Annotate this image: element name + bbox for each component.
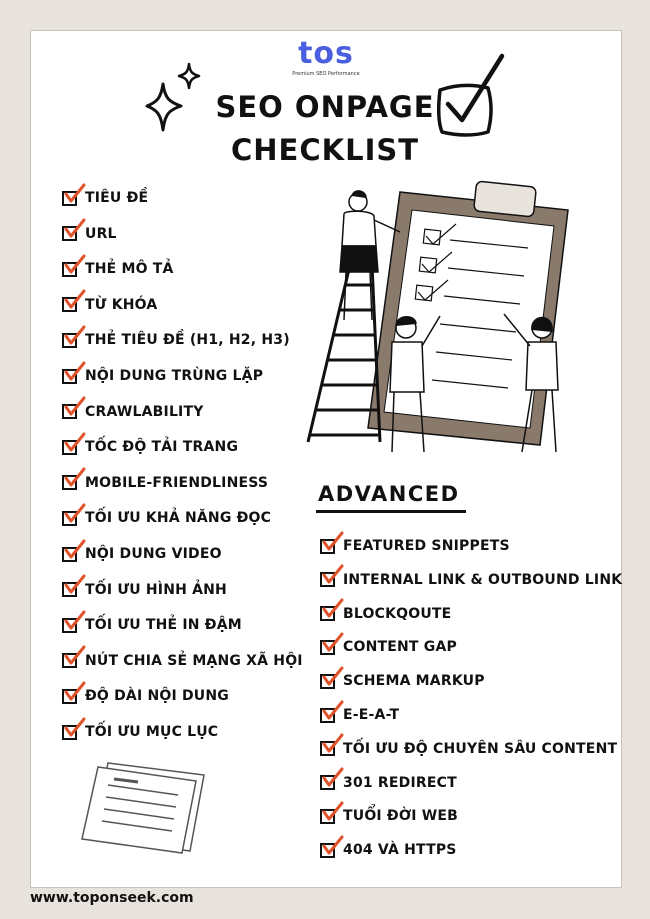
checklist-item-label: NỘI DUNG TRÙNG LẶP	[85, 368, 264, 384]
checklist-item[interactable]	[62, 294, 157, 316]
checklist-item[interactable]	[62, 721, 218, 743]
checklist-item[interactable]	[62, 685, 229, 707]
checklist-item-label: TIÊU ĐỀ	[85, 190, 149, 206]
checklist-item-label: TỪ KHÓA	[85, 296, 158, 313]
checkbox-icon[interactable]	[62, 191, 77, 206]
checklist-item-label: FEATURED SNIPPETS	[343, 538, 510, 554]
checklist-item-label: URL	[85, 225, 117, 242]
checklist-item[interactable]	[62, 436, 238, 458]
checkbox-icon[interactable]	[320, 708, 335, 723]
checkbox-icon[interactable]	[320, 674, 335, 689]
checklist-item-label: TỐI ƯU THẺ IN ĐẬM	[85, 617, 242, 634]
checkbox-icon[interactable]	[320, 640, 335, 655]
checklist-item[interactable]	[320, 535, 510, 557]
brand-logo	[290, 38, 362, 82]
checkbox-icon[interactable]	[62, 475, 77, 490]
checklist-item-label: MOBILE-FRIENDLINESS	[85, 474, 269, 491]
checkbox-icon[interactable]	[320, 741, 335, 756]
checklist-item[interactable]	[62, 223, 117, 245]
checkbox-icon[interactable]	[62, 689, 77, 704]
checklist-item[interactable]	[62, 472, 268, 494]
checklist-item-label: TỐI ƯU HÌNH ẢNH	[85, 581, 227, 598]
footer-url[interactable]: www.toponseek.com	[30, 890, 194, 906]
checklist-item-label: 301 REDIRECT	[343, 774, 457, 791]
checklist-item-label: INTERNAL LINK & OUTBOUND LINK	[343, 571, 623, 588]
checkbox-icon[interactable]	[320, 843, 335, 858]
checklist-item-label: E-E-A-T	[343, 707, 400, 723]
checklist-item[interactable]	[62, 543, 222, 565]
checklist-item[interactable]	[320, 603, 451, 625]
checklist-item[interactable]	[320, 704, 399, 726]
checklist-item[interactable]	[62, 187, 148, 209]
checklist-item-label: TỐC ĐỘ TẢI TRANG	[85, 439, 239, 456]
clipboard-illustration	[300, 180, 580, 460]
checklist-item-label: BLOCKQOUTE	[343, 605, 452, 622]
checklist-item-label: TỐI ƯU KHẢ NĂNG ĐỌC	[85, 510, 272, 527]
checkbox-icon[interactable]	[62, 369, 77, 384]
logo-text: tos	[298, 36, 354, 71]
checklist-item-label: CONTENT GAP	[343, 639, 457, 656]
checklist-item-label: CRAWLABILITY	[85, 403, 204, 420]
checklist-item[interactable]	[320, 805, 458, 827]
checklist-item-label: TUỔI ĐỜI WEB	[343, 808, 459, 825]
checklist-item[interactable]	[62, 401, 204, 423]
checklist-item-label: THẺ TIÊU ĐỀ (H1, H2, H3)	[85, 332, 290, 349]
checkbox-icon[interactable]	[320, 572, 335, 587]
documents-illustration	[78, 755, 210, 855]
checklist-item-label: ĐỘ DÀI NỘI DUNG	[85, 688, 229, 705]
logo-tagline: Premium SEO Performance	[292, 71, 360, 77]
checklist-item[interactable]	[62, 650, 303, 672]
checklist-item[interactable]	[62, 614, 242, 636]
checklist-item-label: 404 VÀ HTTPS	[343, 842, 457, 859]
checklist-item-label: NÚT CHIA SẺ MẠNG XÃ HỘI	[85, 652, 303, 669]
checklist-item-label: TỐI ƯU ĐỘ CHUYÊN SÂU CONTENT	[343, 740, 618, 757]
checklist-item[interactable]	[62, 329, 290, 351]
checkbox-icon[interactable]	[62, 297, 77, 312]
checklist-item[interactable]	[320, 636, 457, 658]
checkbox-icon[interactable]	[62, 547, 77, 562]
checklist-item-label: THẺ MÔ TẢ	[85, 261, 174, 278]
checklist-item[interactable]	[62, 579, 227, 601]
checkbox-icon[interactable]	[320, 775, 335, 790]
checklist-item[interactable]	[320, 839, 457, 861]
checklist-item[interactable]	[320, 772, 457, 794]
checkbox-icon[interactable]	[62, 404, 77, 419]
checklist-item[interactable]	[62, 258, 174, 280]
checkbox-icon[interactable]	[62, 262, 77, 277]
checkbox-icon[interactable]	[62, 226, 77, 241]
checkbox-icon[interactable]	[62, 333, 77, 348]
checklist-item-label: SCHEMA MARKUP	[343, 673, 485, 690]
checkbox-icon[interactable]	[62, 582, 77, 597]
page-title-line-2: CHECKLIST	[230, 133, 420, 167]
checklist-item-label: NỘI DUNG VIDEO	[85, 546, 222, 562]
checkbox-icon[interactable]	[62, 511, 77, 526]
checklist-item[interactable]	[62, 365, 263, 387]
checklist-item[interactable]	[320, 738, 617, 760]
checkbox-icon[interactable]	[320, 809, 335, 824]
checklist-item[interactable]	[62, 507, 271, 529]
advanced-heading: ADVANCED	[318, 482, 460, 506]
checkbox-icon[interactable]	[320, 606, 335, 621]
checkbox-icon[interactable]	[62, 725, 77, 740]
checklist-item[interactable]	[320, 670, 485, 692]
checklist-item-label: TỐI ƯU MỤC LỤC	[85, 724, 219, 740]
checkbox-icon[interactable]	[320, 539, 335, 554]
checkbox-icon[interactable]	[62, 440, 77, 455]
checklist-item[interactable]	[320, 569, 622, 591]
page-title-line-1: SEO ONPAGE	[215, 90, 435, 124]
advanced-underline	[316, 510, 466, 513]
checkbox-icon[interactable]	[62, 618, 77, 633]
checkbox-icon[interactable]	[62, 653, 77, 668]
